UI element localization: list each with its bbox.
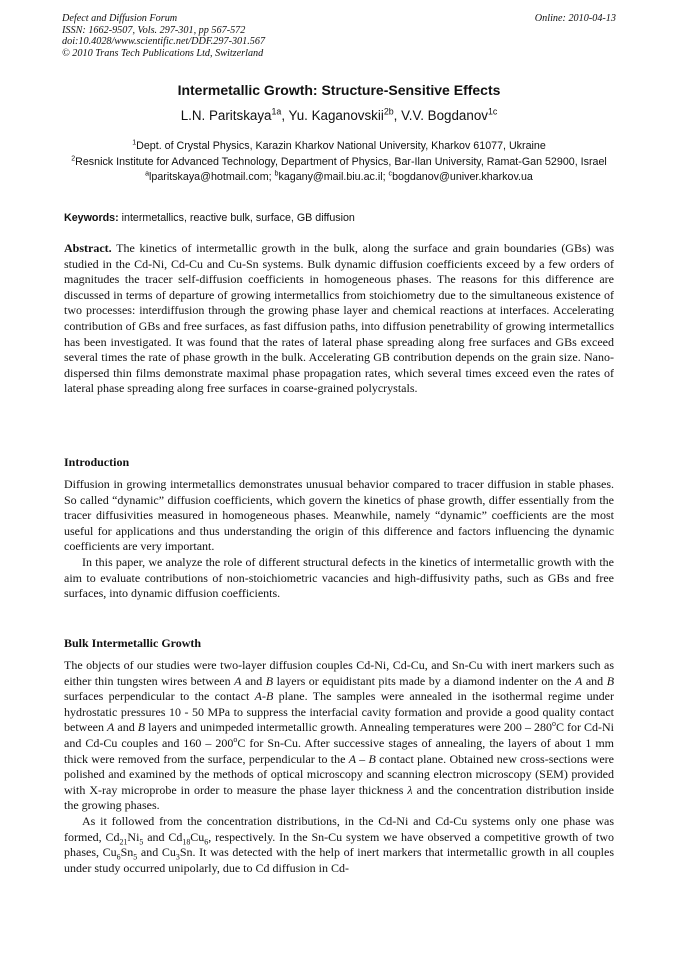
- paper-title: Intermetallic Growth: Structure-Sensitive Effects: [177, 82, 501, 98]
- email-link[interactable]: lparitskaya@hotmail.com;: [149, 171, 272, 184]
- introduction-body: [64, 477, 614, 602]
- paragraph: In this paper, we analyze the role of different structural defects in the kinetics of intermetallic growth with the aim to evaluate contributions of non-stoichiometric vacancies and high-diffusivity paths, such as GBs and free surfaces, into dynamic diffusion coefficients.: [64, 554, 614, 601]
- author-sup: 1a: [271, 106, 282, 117]
- online-date: Online: 2010-04-13: [534, 13, 616, 24]
- bulk-body: [64, 658, 614, 876]
- paragraph: Diffusion in growing intermetallics demonstrates unusual behavior compared to tracer diffusion in stable phases. So called “dynamic” diffusion coefficients, which govern the kinetics of phase growth, differ essentially from the tracer diffusivities measured in homogeneous phases. Meanwhile, namely “dynamic” coefficients are the most useful for applications and thus understanding the origin of this difference and factors influencing the dynamic coefficients are very important.: [64, 477, 614, 554]
- email-link[interactable]: bogdanov@univer.kharkov.ua: [392, 171, 533, 184]
- author-sup: 1c: [487, 106, 498, 117]
- abstract-text: The kinetics of intermetallic growth in the bulk, along the surface and grain boundaries (GBs) was studied in the Cd-Ni, Cd-Cu and Cu-Sn systems. Bulk dynamic diffusion coefficients exceed by a few orders of magnitudes the tracer self-diffusion coefficients in homogeneous phases. The reasons for this difference are discussed in terms of departure of growing intermetallics from stoichiometry due to the simultaneous existence of two processes: interdiffusion through the growing phase layer and chemical reactions at interfaces. Accelerating contribution of GBs and free surfaces, as fast diffusion paths, into diffusion penetrability of growing intermetallics has been investigated. It was found that the rates of lateral phase spreading along free surfaces and GBs exceed several times the rate of phase growth in the bulk. Accelerating GB contribution depends on the grain size. Nano-dispersed thin films demonstrate maximal phase propagation rates, which several times exceed even the rates of lateral phase spreading along free surfaces in coarse-grained polycrystals.: [64, 241, 614, 396]
- keywords: [64, 212, 614, 224]
- affil-sup: 2: [71, 155, 76, 163]
- affil-sup: 1: [132, 139, 137, 147]
- author-list: L.N. Paritskaya$^{1a}$, Yu. Kaganovskii$^{2b}$, V.V. Bogdanov$^{1c}$: [180, 106, 498, 123]
- affiliation-2: [64, 155, 614, 171]
- abstract: [64, 241, 614, 397]
- journal-name: Defect and Diffusion Forum: [62, 13, 178, 24]
- email-sup: a: [145, 170, 150, 178]
- issn-line: ISSN: 1662-9507, Vols. 297-301, pp 567-572: [62, 24, 246, 36]
- affiliations: [64, 139, 614, 186]
- keywords-label: Keywords:: [64, 212, 119, 224]
- journal-header: [62, 13, 616, 59]
- affil-text: Resnick Institute for Advanced Technology, Department of Physics, Bar-Ilan University, Ramat-Gan 52900, Israel: [75, 155, 607, 168]
- email-line: [64, 170, 614, 186]
- email-sup: b: [274, 170, 279, 178]
- paragraph: As it followed from the concentration distributions, in the Cd-Ni and Cd-Cu systems only one phase was formed, $Cd_{21}Ni_5$ and $Cd_{18}Cu_6$, respectively. In the Sn-Cu system we have observed a competitive growth of two phases, $Cu_6Sn_5$ and $Cu_3Sn$. It was detected with the help of inert markers that intermetallic growth in all couples under study occurred unipolarly, due to Cd diffusion in Cd-: [64, 813, 615, 875]
- doi-line: doi:10.4028/www.scientific.net/DDF.297-301.567: [62, 36, 266, 48]
- author-name: V.V. Bogdanov: [401, 108, 488, 123]
- affiliation-1: [64, 139, 614, 155]
- affil-text: Dept. of Crystal Physics, Karazin Kharkov National University, Kharkov 61077, Ukraine: [136, 140, 546, 152]
- email-link[interactable]: kagany@mail.biu.ac.il;: [278, 171, 386, 184]
- author-name: L.N. Paritskaya: [180, 108, 272, 123]
- copyright-line: © 2010 Trans Tech Publications Ltd, Switzerland: [62, 47, 264, 59]
- author-sup: 2b: [383, 106, 394, 117]
- email-sup: c: [388, 170, 393, 178]
- section-heading-introduction: Introduction: [64, 455, 130, 469]
- author-name: Yu. Kaganovskii: [288, 108, 384, 123]
- abstract-label: Abstract.: [64, 241, 112, 255]
- section-heading-bulk: Bulk Intermetallic Growth: [64, 636, 202, 650]
- keywords-text: intermetallics, reactive bulk, surface, GB diffusion: [121, 212, 355, 224]
- paragraph: The objects of our studies were two-layer diffusion couples Cd-Ni, Cd-Cu, and Sn-Cu with inert markers such as either thin tungsten wires between A and B layers or equidistant pits made by a diamond indenter on the A and B surfaces perpendicular to the contact A-B plane. The samples were annealed in the isothermal regime under hydrostatic pressures 10 - 50 MPa to suppress the interfacial cavity formation and provide a good quality contact between A and B layers and unimpeded intermetallic growth. Annealing temperatures were 200 – 280$^o$C for Cd-Ni and Cd-Cu couples and 160 – 200$^o$C for Sn-Cu. After successive stages of annealing, the layers of about 1 mm thick were removed from the surface, perpendicular to the A – B contact plane. Obtained new cross-sections were polished and examined by the methods of optical microscopy and scanning electron microscopy (SEM) provided with X-ray microprobe in order to measure the phase layer thickness λ and the concentration distribution inside the growing phases.: [64, 658, 615, 813]
